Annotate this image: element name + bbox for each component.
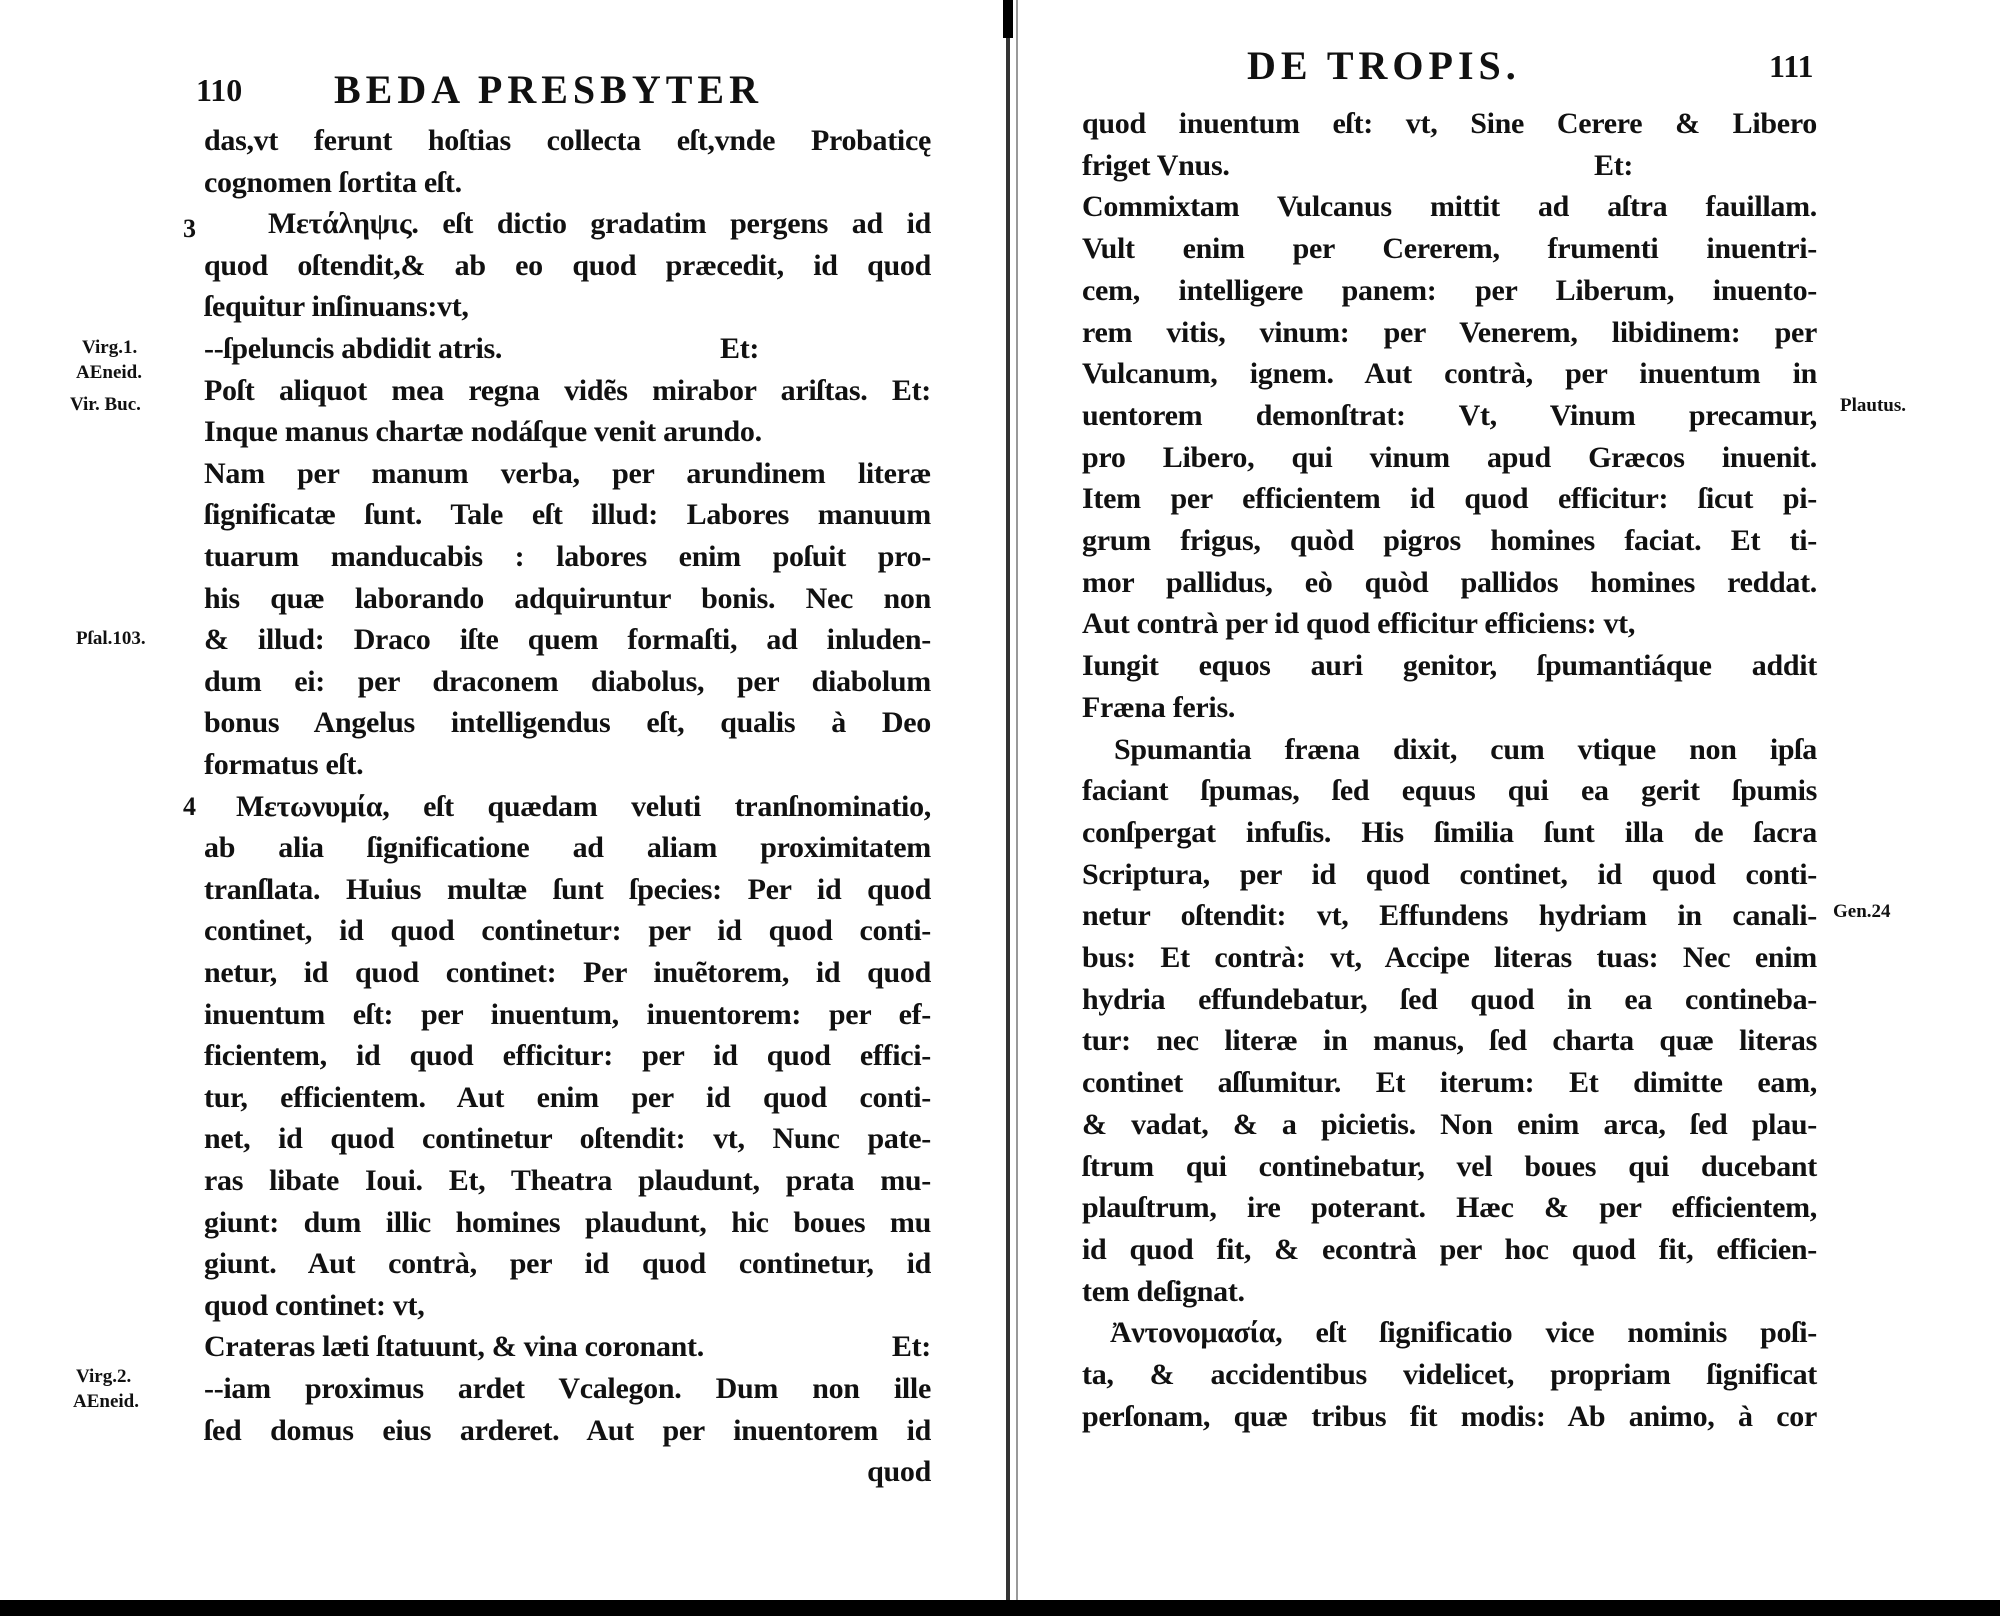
line-text: Fræna feris. [1082,690,1236,724]
line-text: Scriptura, per id quod continet, id quod conti- [1082,857,1817,891]
line-text: Spumantia fræna dixit, cum vtique non ipſa [1114,732,1817,766]
line-text: pro Libero, qui vinum apud Græcos inuenit. [1082,440,1817,474]
line-text: Commixtam Vulcanus mittit ad aſtra fauillam. [1082,190,1817,224]
text-line [1082,1146,1817,1187]
line-trailing-text: Et: [1594,148,1634,182]
margin-note: AEneid. [76,362,142,383]
text-line [1082,1187,1817,1228]
text-line [204,1326,931,1367]
line-text: conſpergat infuſis. His ſimilia ſunt illa de ſacra [1082,815,1817,849]
line-text: netur, id quod continet: Per inuẽtorem, id quod [204,956,931,989]
left-page [0,0,1006,1600]
line-text: continet, id quod continetur: per id quod conti- [204,914,931,948]
line-text: netur oſtendit: vt, Effundens hydriam in canali- [1082,899,1817,933]
line-text: plauſtrum, ire poterant. Hæc & per efficientem, [1082,1191,1817,1225]
line-text: --iam proximus ardet Vcalegon. Dum non ille [204,1372,931,1405]
line-text: uentorem demonſtrat: Vt, Vinum precamur, [1082,398,1817,432]
line-text: giunt: dum illic homines plaudunt, hic boues mu [204,1205,931,1239]
page-number: 110 [196,72,243,108]
text-line [1082,1062,1817,1103]
margin-note: AEneid. [73,1391,139,1412]
line-text: Ἀντονομασία, eſt ſignificatio vice nominis poſi- [1110,1316,1817,1350]
text-line [1082,1104,1817,1145]
text-line [1082,437,1817,478]
line-text: Μετάληψις. eſt dictio gradatim pergens ad id [268,207,931,241]
line-text: quod oſtendit,& ab eo quod præcedit, id quod [204,248,931,282]
text-line [204,827,931,868]
margin-note: Plautus. [1840,395,1906,416]
line-text: cognomen ſortita eſt. [204,165,462,199]
line-text: inuentum eſt: per inuentum, inuentorem: per ef- [204,997,931,1031]
text-line [204,411,931,452]
line-text: Aut contrà per id quod efficitur efficiens: vt, [1082,607,1636,641]
text-line [204,536,931,577]
text-line [1082,1396,1817,1437]
text-line [204,702,931,743]
text-line [204,328,931,369]
line-text: ſequitur inſinuans:vt, [204,290,469,324]
text-line [204,453,931,494]
text-line [204,245,931,286]
text-line [1114,729,1817,770]
line-text: Iungit equos auri genitor, ſpumantiáque addit [1082,649,1817,683]
line-text: quod continet: vt, [204,1288,425,1322]
line-text: das,vt ferunt hoſtias collecta eſt,vnde Probaticę [204,124,931,157]
line-text: his quæ laborando adquiruntur bonis. Nec non [204,581,931,615]
line-text: ab alia ſignificatione ad aliam proximitatem [204,831,931,865]
line-text: bonus Angelus intelligendus eſt, qualis à Deo [204,706,931,740]
text-line [204,1077,931,1118]
line-text: formatus eſt. [204,748,364,781]
line-text: id quod fit, & econtrà per hoc quod fit, efficien- [1082,1232,1817,1266]
text-line [1082,103,1817,144]
text-line [1082,645,1817,686]
line-text: Item per efficientem id quod efficitur: ſicut pi- [1082,482,1817,516]
text-line [1082,270,1817,311]
line-text: giunt. Aut contrà, per id quod continetur, id [204,1247,931,1281]
line-text: Vulcanum, ignem. Aut contrà, per inuentum in [1082,357,1817,391]
line-text: & vadat, & a picietis. Non enim arca, ſed plau- [1082,1107,1817,1141]
text-line [204,578,931,619]
line-text: ſed domus eius arderet. Aut per inuentorem id [204,1413,931,1447]
line-text: hydria effundebatur, ſed quod in ea contineba- [1082,982,1817,1016]
line-text: grum frigus, quòd pigros homines faciat. Et ti- [1082,524,1817,557]
text-line [204,494,931,535]
text-line [204,952,931,993]
line-text: Μετωνυμία, eſt quædam veluti tranſnominatio, [236,789,931,823]
scan-border [0,1600,2000,1616]
text-line [1082,1354,1817,1395]
text-line [204,869,931,910]
line-text: cem, intelligere panem: per Liberum, inuento- [1082,273,1817,307]
running-head: DE TROPIS. [1247,43,1521,88]
line-text: tranſlata. Huius multæ ſunt ſpecies: Per id quod [204,872,931,906]
text-line [204,1035,931,1076]
margin-note: Pſal.103. [76,628,146,649]
text-line [204,910,931,951]
text-line [1082,520,1817,561]
text-line [204,1160,931,1201]
line-text: net, id quod continetur oſtendit: vt, Nunc pate- [204,1122,931,1156]
text-line [1082,1271,1817,1312]
text-line [1082,937,1817,978]
section-marker: 3 [183,214,196,243]
text-line [1082,1229,1817,1270]
margin-note: Virg.2. [76,1366,132,1387]
book-spine-shadow [1003,0,1013,38]
line-text: ficientem, id quod efficitur: per id quod effici- [204,1039,931,1073]
line-text: bus: Et contrà: vt, Accipe literas tuas: Nec enim [1082,941,1817,974]
text-line [204,1285,931,1326]
text-line [1082,312,1817,353]
line-text: friget Vnus. [1082,148,1230,182]
margin-note: Virg.1. [82,337,138,358]
text-line [204,619,931,660]
line-text: ta, & accidentibus videlicet, propriam ſignificat [1082,1358,1817,1391]
text-line [1082,603,1817,644]
text-line [204,120,931,161]
text-line [204,286,931,327]
line-text: perſonam, quæ tribus fit modis: Ab animo, à cor [1082,1399,1817,1433]
text-line [236,786,931,827]
text-line [1082,228,1817,269]
text-line [268,203,931,244]
text-line [204,1243,931,1284]
text-line [1082,770,1817,811]
margin-note: Gen.24 [1833,901,1891,922]
text-line [1082,687,1817,728]
text-line [204,1368,931,1409]
text-line [204,1410,931,1451]
line-trailing-text: Et: [720,332,760,365]
text-line [204,1451,931,1492]
line-text: Crateras læti ſtatuunt, & vina coronant. [204,1330,704,1364]
line-text: faciant ſpumas, ſed equus qui ea gerit ſpumis [1082,774,1817,808]
text-line [204,1202,931,1243]
line-text: tur, efficientem. Aut enim per id quod conti- [204,1080,931,1114]
text-line [204,370,931,411]
line-text: quod inuentum eſt: vt, Sine Cerere & Libero [1082,107,1817,140]
text-line [1082,145,1817,186]
section-marker: 4 [183,792,196,821]
book-spine [1006,0,1010,1600]
running-head: BEDA PRESBYTER [334,67,763,112]
text-line [1082,895,1817,936]
text-line [1082,979,1817,1020]
text-line [204,661,931,702]
text-line [1082,1020,1817,1061]
line-text: Vult enim per Cererem, frumenti inuentri- [1082,232,1817,266]
line-text: ſignificatæ ſunt. Tale eſt illud: Labores manuum [204,498,931,532]
line-text: rem vitis, vinum: per Venerem, libidinem: per [1082,315,1817,349]
line-text: & illud: Draco iſte quem formaſti, ad inluden- [204,623,931,657]
line-text: ſtrum qui continebatur, vel boues qui ducebant [1082,1149,1817,1183]
text-line [1082,812,1817,853]
line-text: continet aſſumitur. Et iterum: Et dimitte eam, [1082,1066,1817,1100]
text-line [204,162,931,203]
text-line [1082,353,1817,394]
right-page [1016,0,2000,1600]
text-line [204,994,931,1035]
text-line [204,1118,931,1159]
line-text: ras libate Ioui. Et, Theatra plaudunt, prata mu- [204,1164,931,1197]
line-text: Poſt aliquot mea regna vidẽs mirabor ariſtas. Et: [204,373,931,407]
margin-note: Vir. Buc. [70,394,141,415]
page-number: 111 [1769,48,1814,84]
line-text: Nam per manum verba, per arundinem literæ [204,456,931,490]
text-line [1082,478,1817,519]
text-line [1082,854,1817,895]
text-line [1082,562,1817,603]
line-text: tem deſignat. [1082,1274,1245,1308]
line-text: tur: nec literæ in manus, ſed charta quæ literas [1082,1024,1817,1058]
text-line [1110,1312,1817,1353]
line-text: quod [867,1455,931,1489]
line-text: tuarum manducabis : labores enim poſuit pro- [204,540,931,573]
line-trailing-text: Et: [891,1330,931,1364]
line-text: Inque manus chartæ nodáſque venit arundo. [204,415,762,449]
line-text: dum ei: per draconem diabolus, per diabolum [204,664,931,698]
line-text: --ſpeluncis abdidit atris. [204,332,503,365]
text-line [1082,395,1817,436]
line-text: mor pallidus, eò quòd pallidos homines reddat. [1082,565,1817,599]
text-line [204,744,931,785]
text-line [1082,186,1817,227]
